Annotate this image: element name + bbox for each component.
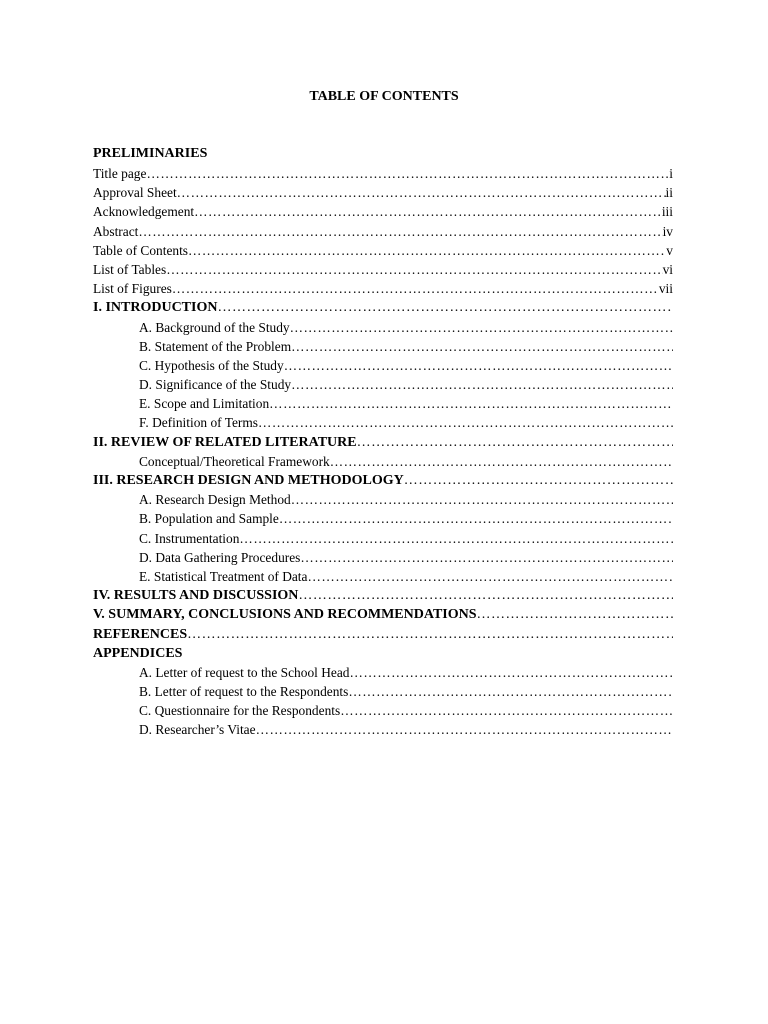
toc-page-number: vii bbox=[658, 281, 673, 297]
toc-dot-leader bbox=[349, 663, 673, 682]
toc-dot-leader bbox=[307, 567, 673, 586]
toc-dot-leader bbox=[166, 260, 662, 279]
toc-dot-leader bbox=[172, 279, 659, 298]
toc-entry-label: D. Data Gathering Procedures bbox=[139, 549, 301, 565]
toc-dot-leader bbox=[291, 375, 673, 394]
toc-dot-leader bbox=[300, 548, 673, 567]
toc-entry-label: A. Background of the Study bbox=[139, 319, 290, 335]
toc-entries bbox=[93, 164, 673, 740]
preliminaries-heading: PRELIMINARIES bbox=[93, 146, 208, 161]
toc-dot-leader bbox=[187, 625, 673, 644]
toc-entry-label: APPENDICES bbox=[93, 645, 183, 661]
toc-entry bbox=[93, 452, 673, 471]
toc-entry-label: Approval Sheet bbox=[93, 185, 177, 201]
toc-entry bbox=[93, 337, 673, 356]
toc-dot-leader bbox=[194, 202, 662, 221]
toc-dot-leader bbox=[256, 720, 673, 739]
toc-entry bbox=[93, 260, 673, 279]
toc-entry bbox=[93, 663, 673, 682]
toc-entry bbox=[93, 356, 673, 375]
toc-entry-label: F. Definition of Terms bbox=[139, 415, 258, 431]
toc-entry-label: C. Hypothesis of the Study bbox=[139, 357, 284, 373]
toc-entry bbox=[93, 567, 673, 586]
toc-page-number: vi bbox=[662, 261, 673, 277]
toc-entry-label: IV. RESULTS AND DISCUSSION bbox=[93, 588, 299, 604]
toc-dot-leader bbox=[291, 490, 673, 509]
toc-entry bbox=[93, 241, 673, 260]
toc-dot-leader bbox=[477, 605, 673, 624]
toc-entry-label: V. SUMMARY, CONCLUSIONS AND RECOMMENDATIONS bbox=[93, 607, 477, 623]
toc-entry bbox=[93, 682, 673, 701]
toc-entry bbox=[93, 394, 673, 413]
toc-entry-label: Table of Contents bbox=[93, 242, 189, 258]
toc-entry-label: Abstract bbox=[93, 223, 139, 239]
toc-entry-label: List of Figures bbox=[93, 281, 172, 297]
toc-list bbox=[93, 144, 673, 740]
toc-entry-label: B. Letter of request to the Respondents bbox=[139, 684, 349, 700]
toc-entry bbox=[93, 298, 673, 317]
toc-entry bbox=[93, 433, 673, 452]
toc-entry bbox=[93, 720, 673, 739]
toc-dot-leader bbox=[284, 356, 673, 375]
toc-dot-leader bbox=[279, 509, 673, 528]
toc-entry bbox=[93, 318, 673, 337]
toc-entry bbox=[93, 279, 673, 298]
toc-entry bbox=[93, 548, 673, 567]
toc-dot-leader bbox=[217, 298, 673, 317]
toc-entry bbox=[93, 413, 673, 432]
toc-entry bbox=[93, 471, 673, 490]
page-title: TABLE OF CONTENTS bbox=[309, 89, 459, 104]
toc-entry-label: III. RESEARCH DESIGN AND METHODOLOGY bbox=[93, 473, 404, 488]
toc-entry-label: REFERENCES bbox=[93, 626, 188, 642]
toc-page-number: iii bbox=[661, 204, 673, 220]
toc-dot-leader bbox=[330, 452, 673, 471]
toc-entry bbox=[93, 586, 673, 605]
toc-entry-label: II. REVIEW OF RELATED LITERATURE bbox=[93, 434, 357, 450]
toc-entry bbox=[93, 490, 673, 509]
toc-entry-label: C. Instrumentation bbox=[139, 530, 240, 546]
toc-entry-label: E. Statistical Treatment of Data bbox=[139, 568, 308, 584]
toc-dot-leader bbox=[188, 241, 666, 260]
toc-entry bbox=[93, 183, 673, 202]
toc-entry bbox=[93, 222, 673, 241]
toc-entry-label: List of Tables bbox=[93, 261, 167, 277]
toc-dot-leader bbox=[269, 394, 673, 413]
toc-dot-leader bbox=[348, 682, 673, 701]
toc-entry bbox=[93, 375, 673, 394]
toc-entry-label: Conceptual/Theoretical Framework bbox=[139, 453, 330, 469]
toc-entry-label: I. INTRODUCTION bbox=[93, 300, 218, 316]
toc-page-number: v bbox=[666, 242, 673, 258]
toc-entry bbox=[93, 701, 673, 720]
toc-dot-leader bbox=[340, 701, 673, 720]
toc-entry bbox=[93, 625, 673, 644]
toc-dot-leader bbox=[298, 586, 673, 605]
toc-entry-label: Title page bbox=[93, 166, 147, 181]
toc-dot-leader bbox=[258, 413, 673, 432]
toc-entry bbox=[93, 202, 673, 221]
toc-entry-label: Acknowledgement bbox=[93, 204, 195, 220]
toc-entry-label: D. Researcher’s Vitae bbox=[139, 722, 256, 738]
toc-dot-leader bbox=[138, 222, 662, 241]
toc-dot-leader bbox=[404, 471, 673, 490]
toc-dot-leader bbox=[290, 318, 673, 337]
toc-dot-leader bbox=[146, 164, 669, 183]
toc-page-number: i bbox=[669, 166, 673, 181]
toc-dot-leader bbox=[177, 183, 666, 202]
toc-entry bbox=[93, 509, 673, 528]
toc-dot-leader bbox=[239, 529, 673, 548]
toc-entry-label: B. Population and Sample bbox=[139, 511, 279, 527]
toc-page-number: ii bbox=[665, 185, 673, 201]
toc-entry bbox=[93, 164, 673, 183]
toc-entry bbox=[93, 605, 673, 624]
toc-entry-label: D. Significance of the Study bbox=[139, 377, 292, 393]
toc-entry-label: E. Scope and Limitation bbox=[139, 396, 270, 412]
toc-entry-label: C. Questionnaire for the Respondents bbox=[139, 703, 341, 719]
toc-dot-leader bbox=[291, 337, 673, 356]
toc-entry-label: B. Statement of the Problem bbox=[139, 338, 292, 354]
toc-entry-label: A. Research Design Method bbox=[139, 492, 291, 508]
toc-dot-leader bbox=[357, 433, 673, 452]
toc-entry-label: A. Letter of request to the School Head bbox=[139, 664, 350, 680]
toc-entry bbox=[93, 529, 673, 548]
toc-entry bbox=[93, 644, 673, 663]
toc-page-number: iv bbox=[662, 223, 673, 239]
